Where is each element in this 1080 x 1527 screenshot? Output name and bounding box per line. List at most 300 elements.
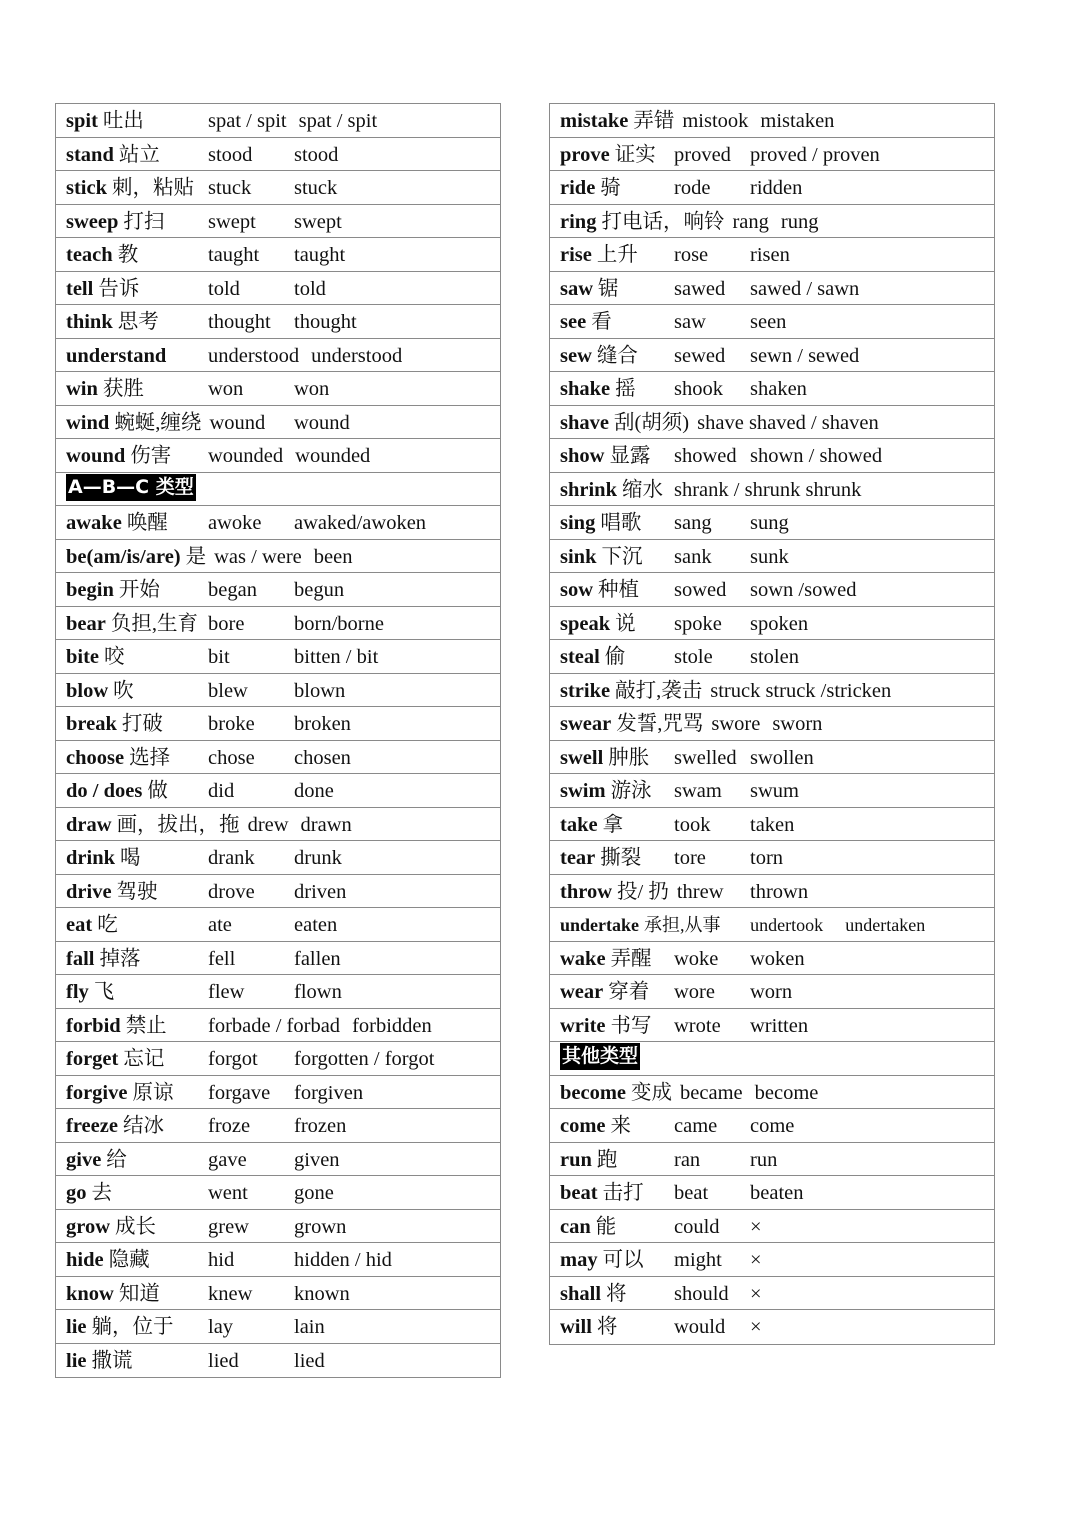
verb-base: speak bbox=[560, 612, 611, 635]
verb-base-cell bbox=[66, 1177, 112, 1210]
verb-past-participle: bitten / bit bbox=[294, 646, 379, 668]
verb-base: rise bbox=[560, 244, 592, 266]
verb-past-participle: stolen bbox=[750, 646, 799, 668]
verb-base-cell bbox=[66, 507, 168, 540]
verb-row bbox=[56, 707, 500, 741]
verb-meaning: 证实 bbox=[614, 143, 656, 166]
verb-meaning: 知道 bbox=[118, 1282, 160, 1305]
verb-past: swelled bbox=[674, 746, 737, 769]
verb-meaning: 唱歌 bbox=[600, 512, 642, 534]
verb-meaning: 忘记 bbox=[123, 1048, 165, 1070]
verb-past-participle: hidden / hid bbox=[294, 1249, 392, 1271]
verb-base-cell bbox=[560, 1077, 672, 1110]
verb-row bbox=[550, 439, 994, 473]
verb-row bbox=[56, 205, 500, 239]
verb-row bbox=[550, 741, 994, 775]
verb-meaning: 书写 bbox=[610, 1014, 652, 1037]
verb-meaning: 掉落 bbox=[99, 947, 141, 970]
verb-base-cell bbox=[560, 909, 721, 942]
verb-base: freeze bbox=[66, 1115, 118, 1137]
verb-past: swam bbox=[674, 780, 722, 802]
verb-past: knew bbox=[208, 1282, 253, 1305]
verb-past: wound bbox=[209, 411, 266, 434]
verb-past: ran bbox=[674, 1148, 701, 1171]
verb-past-participle: torn bbox=[750, 847, 784, 869]
verb-past-participle: × bbox=[750, 1249, 762, 1271]
verb-past-participle: rung bbox=[780, 210, 819, 233]
verb-base: prove bbox=[560, 143, 610, 166]
verb-row bbox=[550, 305, 994, 339]
verb-base: forgive bbox=[66, 1081, 128, 1104]
verb-row bbox=[56, 573, 500, 607]
verb-base-cell bbox=[560, 407, 689, 440]
verb-past-participle: sown /sowed bbox=[750, 579, 857, 601]
verb-meaning: 击打 bbox=[602, 1182, 644, 1204]
verb-base-cell bbox=[560, 775, 652, 808]
verb-meaning: 打电话，响铃 bbox=[601, 210, 725, 233]
verb-past: lied bbox=[208, 1349, 239, 1372]
verb-base-cell bbox=[66, 239, 138, 272]
verb-row bbox=[550, 339, 994, 373]
verb-meaning: 给 bbox=[106, 1148, 127, 1171]
verb-meaning: 来 bbox=[610, 1115, 632, 1137]
verb-base: draw bbox=[66, 813, 112, 836]
verb-meaning: 打破 bbox=[121, 713, 163, 735]
verb-meaning: 打扫 bbox=[123, 210, 165, 233]
verb-base: swell bbox=[560, 746, 604, 769]
verb-base-cell bbox=[66, 1010, 167, 1043]
verb-meaning: 告诉 bbox=[98, 277, 140, 300]
verb-base-cell bbox=[560, 641, 625, 674]
verb-past: wounded bbox=[208, 445, 284, 467]
verb-base: sow bbox=[560, 579, 594, 601]
verb-base-cell bbox=[560, 340, 638, 373]
verb-row bbox=[56, 1009, 500, 1043]
verb-row bbox=[56, 607, 500, 641]
verb-meaning: 选择 bbox=[129, 746, 171, 769]
verb-past-participle: mistaken bbox=[760, 110, 835, 132]
verb-past-participle: run bbox=[750, 1148, 778, 1171]
verb-past: swore bbox=[711, 713, 761, 735]
verb-meaning: 站立 bbox=[118, 143, 160, 166]
verb-row bbox=[550, 1243, 994, 1277]
verb-row bbox=[56, 104, 500, 138]
verb-past: drank bbox=[208, 847, 255, 869]
verb-base: strike bbox=[560, 679, 611, 702]
verb-past-participle: sung bbox=[750, 512, 789, 534]
verb-past-participle: fallen bbox=[294, 947, 341, 970]
verb-past: went bbox=[208, 1182, 248, 1204]
verb-past: sewed bbox=[674, 344, 726, 367]
verb-base-cell bbox=[66, 1345, 133, 1378]
verb-base: drink bbox=[66, 847, 115, 869]
verb-past-participle: shown / showed bbox=[750, 445, 883, 467]
verb-row bbox=[56, 808, 500, 842]
verb-meaning: 成长 bbox=[115, 1215, 157, 1238]
verb-base: write bbox=[560, 1014, 606, 1037]
verb-row bbox=[550, 1109, 994, 1143]
verb-base: break bbox=[66, 713, 117, 735]
verb-past-participle: become bbox=[754, 1081, 819, 1104]
verb-meaning: 去 bbox=[91, 1182, 112, 1204]
verb-past: bit bbox=[208, 646, 230, 668]
verb-past: chose bbox=[208, 746, 255, 769]
verb-base: swim bbox=[560, 780, 606, 802]
verb-row bbox=[550, 875, 994, 909]
verb-base: win bbox=[66, 378, 98, 400]
verb-meaning: 偷 bbox=[604, 646, 626, 668]
verb-past-participle: done bbox=[294, 780, 334, 802]
verb-row bbox=[56, 1243, 500, 1277]
verb-base-cell bbox=[66, 909, 118, 942]
verb-base: sweep bbox=[66, 210, 119, 233]
verb-row bbox=[56, 506, 500, 540]
verb-base-cell bbox=[560, 172, 621, 205]
verb-past-participle: driven bbox=[294, 880, 347, 903]
verb-base: sew bbox=[560, 344, 592, 367]
verb-past-participle: come bbox=[750, 1115, 795, 1137]
verb-base: ride bbox=[560, 177, 596, 199]
verb-base-cell bbox=[66, 440, 171, 473]
section-header: 其他类型 bbox=[560, 1043, 640, 1070]
verb-past: sank bbox=[674, 545, 712, 568]
verb-base-cell bbox=[560, 273, 619, 306]
verb-base-cell bbox=[66, 373, 144, 406]
verb-base: blow bbox=[66, 679, 109, 702]
verb-base-cell bbox=[560, 239, 638, 272]
verb-row bbox=[550, 104, 994, 138]
verb-base: will bbox=[560, 1316, 592, 1338]
verb-row bbox=[56, 774, 500, 808]
verb-past-participle: known bbox=[294, 1282, 350, 1305]
verb-past: spat / spit bbox=[208, 110, 287, 132]
section-header-row bbox=[56, 473, 500, 507]
verb-base: awake bbox=[66, 512, 122, 534]
verb-row bbox=[56, 875, 500, 909]
verb-row bbox=[56, 1176, 500, 1210]
verb-past: threw bbox=[676, 880, 724, 903]
verb-past-participle: spat / spit bbox=[298, 110, 378, 132]
verb-past-participle: grown bbox=[294, 1215, 347, 1238]
verb-past: bore bbox=[208, 612, 245, 635]
verb-meaning: 拿 bbox=[602, 813, 624, 836]
verb-meaning: 看 bbox=[591, 311, 612, 333]
verb-meaning: 吃 bbox=[97, 914, 118, 936]
verb-base-cell bbox=[560, 1177, 644, 1210]
verb-row bbox=[56, 171, 500, 205]
verb-past-participle: wounded bbox=[295, 445, 371, 467]
verb-past: taught bbox=[208, 244, 260, 266]
verb-row bbox=[550, 473, 994, 507]
verb-base: eat bbox=[66, 914, 93, 936]
verb-past-participle: broken bbox=[294, 713, 351, 735]
verb-meaning: 敲打,袭击 bbox=[615, 679, 703, 702]
verb-base: saw bbox=[560, 277, 594, 300]
verb-past: shave shaved / shaven bbox=[697, 411, 879, 434]
verb-base: go bbox=[66, 1182, 87, 1204]
verb-past-participle: understood bbox=[311, 344, 403, 367]
verb-base: spit bbox=[66, 110, 98, 132]
verb-base-cell bbox=[560, 876, 669, 909]
verb-past: blew bbox=[208, 679, 248, 702]
verb-past-participle: told bbox=[294, 277, 326, 300]
verb-row bbox=[56, 305, 500, 339]
verb-base: fall bbox=[66, 947, 95, 970]
verb-past-participle: swollen bbox=[750, 746, 814, 769]
verb-base: shave bbox=[560, 411, 609, 434]
verb-past-participle: drunk bbox=[294, 847, 342, 869]
verb-base-cell bbox=[66, 976, 114, 1009]
verb-meaning: 能 bbox=[595, 1215, 617, 1238]
verb-past: thought bbox=[208, 311, 271, 333]
verb-meaning: 教 bbox=[117, 244, 139, 266]
verb-base-cell bbox=[66, 273, 139, 306]
verb-row bbox=[56, 1344, 500, 1378]
verb-row bbox=[550, 406, 994, 440]
verb-base-cell bbox=[560, 608, 636, 641]
verb-base-cell bbox=[560, 139, 656, 172]
verb-base: stand bbox=[66, 143, 114, 166]
right-verb-column bbox=[549, 103, 995, 1345]
verb-past-participle: × bbox=[750, 1316, 762, 1338]
verb-row bbox=[550, 640, 994, 674]
verb-row bbox=[550, 205, 994, 239]
verb-past-participle: given bbox=[294, 1148, 340, 1171]
verb-base-cell bbox=[560, 809, 623, 842]
verb-meaning: 吹 bbox=[113, 679, 134, 702]
verb-meaning: 吐出 bbox=[102, 110, 144, 132]
verb-row bbox=[56, 540, 500, 574]
verb-past: stuck bbox=[208, 177, 252, 199]
verb-past-participle: chosen bbox=[294, 746, 351, 769]
verb-past-participle: gone bbox=[294, 1182, 334, 1204]
verb-past-participle: stuck bbox=[294, 177, 338, 199]
verb-row bbox=[56, 238, 500, 272]
verb-past-participle: sunk bbox=[750, 545, 789, 568]
verb-meaning: 负担,生育 bbox=[110, 612, 198, 635]
verb-row bbox=[56, 339, 500, 373]
verb-past-participle: drawn bbox=[300, 813, 352, 836]
verb-meaning: 种植 bbox=[598, 579, 640, 601]
verb-past-participle: flown bbox=[294, 981, 342, 1003]
verb-meaning: 唤醒 bbox=[126, 512, 168, 534]
verb-meaning: 下沉 bbox=[601, 545, 643, 568]
verb-row bbox=[550, 607, 994, 641]
verb-row bbox=[550, 272, 994, 306]
verb-base-cell bbox=[66, 1278, 160, 1311]
verb-past: came bbox=[674, 1115, 718, 1137]
verb-base-cell bbox=[66, 708, 163, 741]
verb-past: fell bbox=[208, 947, 236, 970]
verb-past: drew bbox=[247, 813, 289, 836]
section-header: A—B—C 类型 bbox=[66, 474, 196, 501]
verb-meaning: 发誓,咒骂 bbox=[616, 713, 704, 735]
verb-base-cell bbox=[66, 1077, 173, 1110]
verb-row bbox=[550, 1176, 994, 1210]
verb-past: flew bbox=[208, 981, 245, 1003]
verb-meaning: 画，拔出，拖 bbox=[116, 813, 240, 836]
verb-row bbox=[56, 908, 500, 942]
verb-meaning: 可以 bbox=[602, 1249, 644, 1271]
verb-base: wound bbox=[66, 445, 126, 467]
verb-base: choose bbox=[66, 746, 125, 769]
verb-past-participle: forgiven bbox=[294, 1081, 364, 1104]
verb-base: sing bbox=[560, 512, 596, 534]
verb-row bbox=[550, 372, 994, 406]
verb-past: drove bbox=[208, 880, 255, 903]
verb-row bbox=[550, 1076, 994, 1110]
verb-row bbox=[56, 942, 500, 976]
verb-meaning: 刮(胡须) bbox=[613, 411, 690, 434]
verb-base: come bbox=[560, 1115, 606, 1137]
verb-meaning: 是 bbox=[185, 545, 207, 568]
verb-meaning: 肿胀 bbox=[608, 746, 650, 769]
verb-base-cell bbox=[560, 1010, 652, 1043]
verb-base: shall bbox=[560, 1282, 602, 1305]
verb-base-cell bbox=[66, 1043, 164, 1076]
verb-meaning: 投/ 扔 bbox=[617, 880, 669, 903]
verb-base: give bbox=[66, 1148, 102, 1171]
verb-past: told bbox=[208, 277, 240, 300]
verb-meaning: 伤害 bbox=[130, 445, 172, 467]
verb-past: forgot bbox=[208, 1048, 258, 1070]
verb-meaning: 撕裂 bbox=[600, 847, 642, 869]
verb-base-cell bbox=[560, 708, 703, 741]
verb-past-participle: lied bbox=[294, 1349, 325, 1372]
verb-past: awoke bbox=[208, 512, 262, 534]
verb-past: undertook bbox=[750, 915, 824, 935]
verb-base-cell bbox=[66, 809, 240, 842]
verb-base-cell bbox=[560, 206, 724, 239]
verb-meaning: 缩水 bbox=[621, 478, 663, 501]
verb-row bbox=[56, 138, 500, 172]
verb-past: hid bbox=[208, 1249, 235, 1271]
verb-past-participle: worn bbox=[750, 981, 793, 1003]
verb-base: shrink bbox=[560, 478, 617, 501]
verb-base: undertake bbox=[560, 915, 640, 935]
verb-past: ate bbox=[208, 914, 232, 936]
verb-base-cell bbox=[560, 1244, 644, 1277]
verb-past: did bbox=[208, 780, 235, 802]
verb-past: forbade / forbad bbox=[208, 1014, 341, 1037]
verb-base-cell bbox=[560, 541, 642, 574]
verb-row bbox=[56, 372, 500, 406]
verb-past: tore bbox=[674, 847, 706, 869]
verb-past: woke bbox=[674, 947, 719, 970]
verb-base: hide bbox=[66, 1249, 104, 1271]
verb-meaning: 咬 bbox=[104, 646, 125, 668]
verb-meaning: 显露 bbox=[609, 445, 651, 467]
verb-past-participle: taken bbox=[750, 813, 795, 836]
verb-base: see bbox=[560, 311, 587, 333]
verb-past: proved bbox=[674, 143, 731, 166]
verb-row bbox=[550, 506, 994, 540]
verb-meaning: 上升 bbox=[596, 244, 638, 266]
verb-base: forget bbox=[66, 1048, 119, 1070]
verb-row bbox=[550, 1009, 994, 1043]
verb-past: sawed bbox=[674, 277, 726, 300]
verb-past-participle: stood bbox=[294, 143, 339, 166]
verb-base: throw bbox=[560, 880, 613, 903]
verb-base: tear bbox=[560, 847, 596, 869]
section-header-row bbox=[550, 1042, 994, 1076]
verb-past: won bbox=[208, 378, 244, 400]
verb-base: shake bbox=[560, 378, 611, 400]
verb-meaning: 跑 bbox=[596, 1148, 618, 1171]
verb-row bbox=[550, 841, 994, 875]
verb-past-participle: spoken bbox=[750, 612, 809, 635]
verb-base: bite bbox=[66, 646, 100, 668]
verb-base-cell bbox=[560, 1278, 627, 1311]
verb-past-participle: lain bbox=[294, 1316, 325, 1338]
verb-past: saw bbox=[674, 311, 706, 333]
verb-past: gave bbox=[208, 1148, 247, 1171]
verb-past-participle: wound bbox=[294, 411, 350, 434]
verb-past-participle: undertaken bbox=[845, 915, 926, 935]
verb-past-participle: blown bbox=[294, 679, 346, 702]
verb-past: struck struck /stricken bbox=[710, 679, 892, 702]
verb-row bbox=[550, 238, 994, 272]
verb-base: fly bbox=[66, 981, 89, 1003]
verb-past-participle: swum bbox=[750, 780, 799, 802]
verb-base-cell bbox=[560, 1144, 617, 1177]
verb-meaning: 撒谎 bbox=[91, 1349, 133, 1372]
verb-past: mistook bbox=[682, 110, 749, 132]
verb-base: may bbox=[560, 1249, 598, 1271]
verb-base-cell bbox=[560, 1211, 616, 1244]
verb-base-cell bbox=[66, 574, 160, 607]
verb-base-cell bbox=[66, 206, 164, 239]
verb-row bbox=[56, 1277, 500, 1311]
verb-past: shrank / shrunk shrunk bbox=[674, 478, 862, 501]
verb-base: steal bbox=[560, 646, 600, 668]
verb-row bbox=[56, 640, 500, 674]
verb-meaning: 结冰 bbox=[122, 1115, 164, 1137]
verb-row bbox=[56, 975, 500, 1009]
verb-base: be(am/is/are) bbox=[66, 545, 181, 568]
verb-row bbox=[56, 741, 500, 775]
verb-base: wear bbox=[560, 981, 604, 1003]
verb-base-cell bbox=[560, 373, 636, 406]
verb-base: sink bbox=[560, 545, 597, 568]
verb-base: do / does bbox=[66, 780, 143, 802]
verb-meaning: 驾驶 bbox=[116, 880, 158, 903]
verb-past-participle: sewn / sewed bbox=[750, 344, 860, 367]
verb-meaning: 弄错 bbox=[633, 110, 675, 132]
verb-past-participle: seen bbox=[750, 311, 787, 333]
verb-meaning: 做 bbox=[147, 780, 168, 802]
verb-meaning: 弄醒 bbox=[610, 947, 652, 970]
verb-row bbox=[56, 439, 500, 473]
verb-base-cell bbox=[560, 842, 641, 875]
verb-row bbox=[56, 272, 500, 306]
verb-base-cell bbox=[66, 1144, 127, 1177]
verb-meaning: 开始 bbox=[118, 579, 160, 601]
verb-meaning: 变成 bbox=[631, 1081, 673, 1104]
verb-past: took bbox=[674, 813, 711, 836]
verb-base: wake bbox=[560, 947, 606, 970]
verb-past-participle: risen bbox=[750, 244, 790, 266]
verb-meaning: 原谅 bbox=[132, 1081, 174, 1104]
verb-base: swear bbox=[560, 713, 612, 735]
verb-base: understand bbox=[66, 344, 167, 367]
verb-base: teach bbox=[66, 244, 113, 266]
verb-base-cell bbox=[66, 172, 194, 205]
verb-base: lie bbox=[66, 1349, 87, 1372]
verb-past: became bbox=[680, 1081, 743, 1104]
verb-past: should bbox=[674, 1282, 729, 1305]
verb-past: stole bbox=[674, 646, 713, 668]
